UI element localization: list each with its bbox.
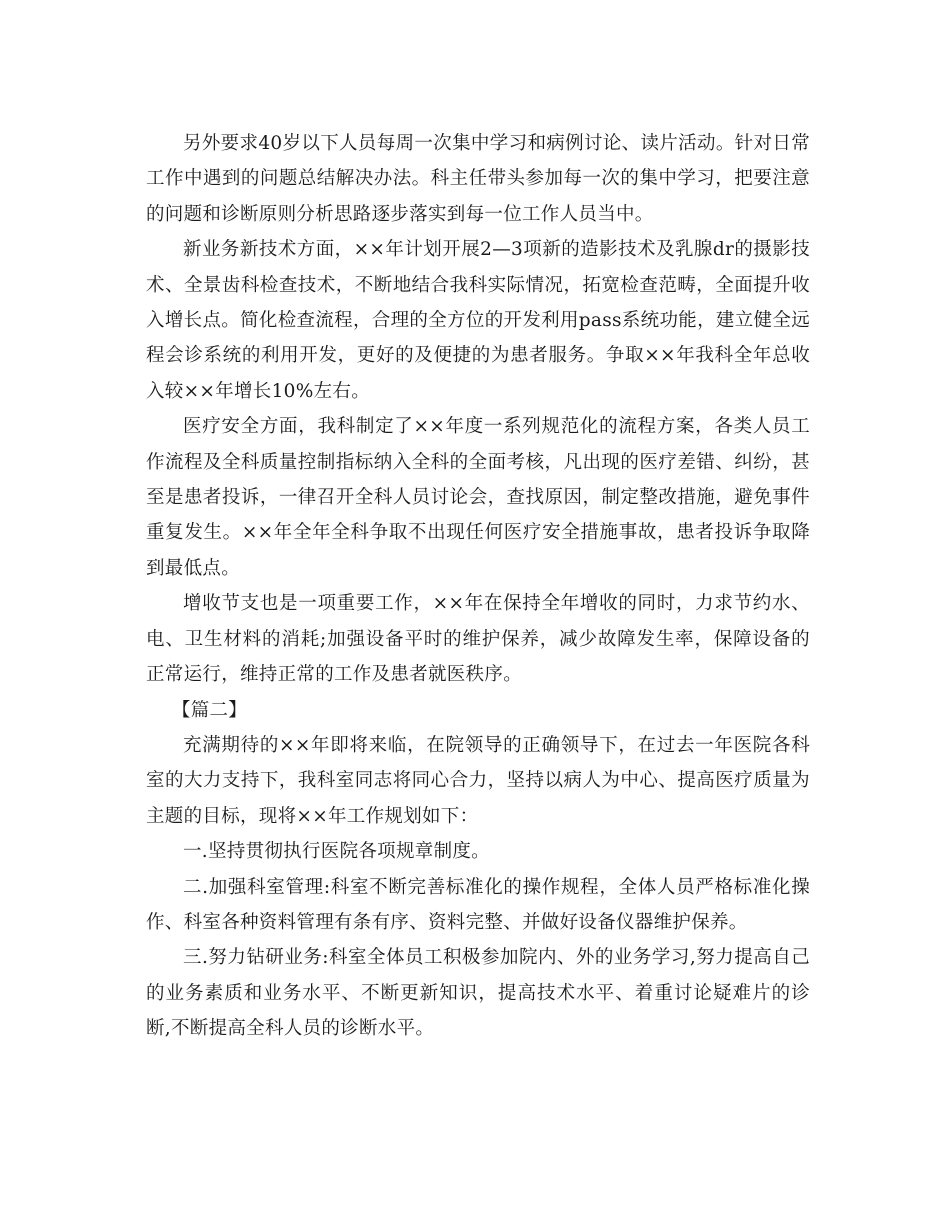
section-heading: 【篇二】 <box>171 699 248 721</box>
paragraph-plan-item-2: 二.加强科室管理:科室不断完善标准化的操作规程，全体人员严格标准化操作、科室各种资料管理有条有序、资料完整、并做好设备仪器维护保养。 <box>146 876 810 933</box>
paragraph-plan-item-3: 三.努力钻研业务:科室全体员工积极参加院内、外的业务学习,努力提高自己的业务素质和业务水平、不断更新知识，提高技术水平、着重讨论疑难片的诊断,不断提高全科人员的诊断水平。 <box>146 947 810 1040</box>
paragraph-plan-item-1: 一.坚持贯彻执行医院各项规章制度。 <box>183 841 490 863</box>
paragraph-plan-intro: 充满期待的××年即将来临，在院领导的正确领导下，在过去一年医院各科室的大力支持下，我科室同志将同心合力，坚持以病人为中心、提高医疗质量为主题的目标，现将××年工作规划如下： <box>146 734 810 827</box>
paragraph-cost-saving: 增收节支也是一项重要工作，××年在保持全年增收的同时，力求节约水、电、卫生材料的消耗;加强设备平时的维护保养，减少故障发生率，保障设备的正常运行，维持正常的工作及患者就医秩序。 <box>146 593 810 686</box>
paragraph-medical-safety: 医疗安全方面，我科制定了××年度一系列规范化的流程方案，各类人员工作流程及全科质量控制指标纳入全科的全面考核，凡出现的医疗差错、纠纷，甚至是患者投诉，一律召开全科人员讨论会，查找原因，制定整改措施，避免事件重复发生。××年全年全科争取不出现任何医疗安全措施事故，患者投诉争取降到最低点。 <box>146 416 810 579</box>
paragraph-study-activities: 另外要求40岁以下人员每周一次集中学习和病例讨论、读片活动。针对日常工作中遇到的问题总结解决办法。科主任带头参加每一次的集中学习，把要注意的问题和诊断原则分析思路逐步落实到每一位工作人员当中。 <box>146 133 810 225</box>
paragraph-new-technology: 新业务新技术方面，××年计划开展2—3项新的造影技术及乳腺dr的摄影技术、全景齿科检查技术，不断地结合我科实际情况，拓宽检查范畴，全面提升收入增长点。简化检查流程，合理的全方位的开发利用pass系统功能，建立健全远程会诊系统的利用开发，更好的及便捷的为患者服务。争取××年我科全年总收入较××年增长10%左右。 <box>146 239 810 402</box>
document-body <box>146 126 810 1047</box>
